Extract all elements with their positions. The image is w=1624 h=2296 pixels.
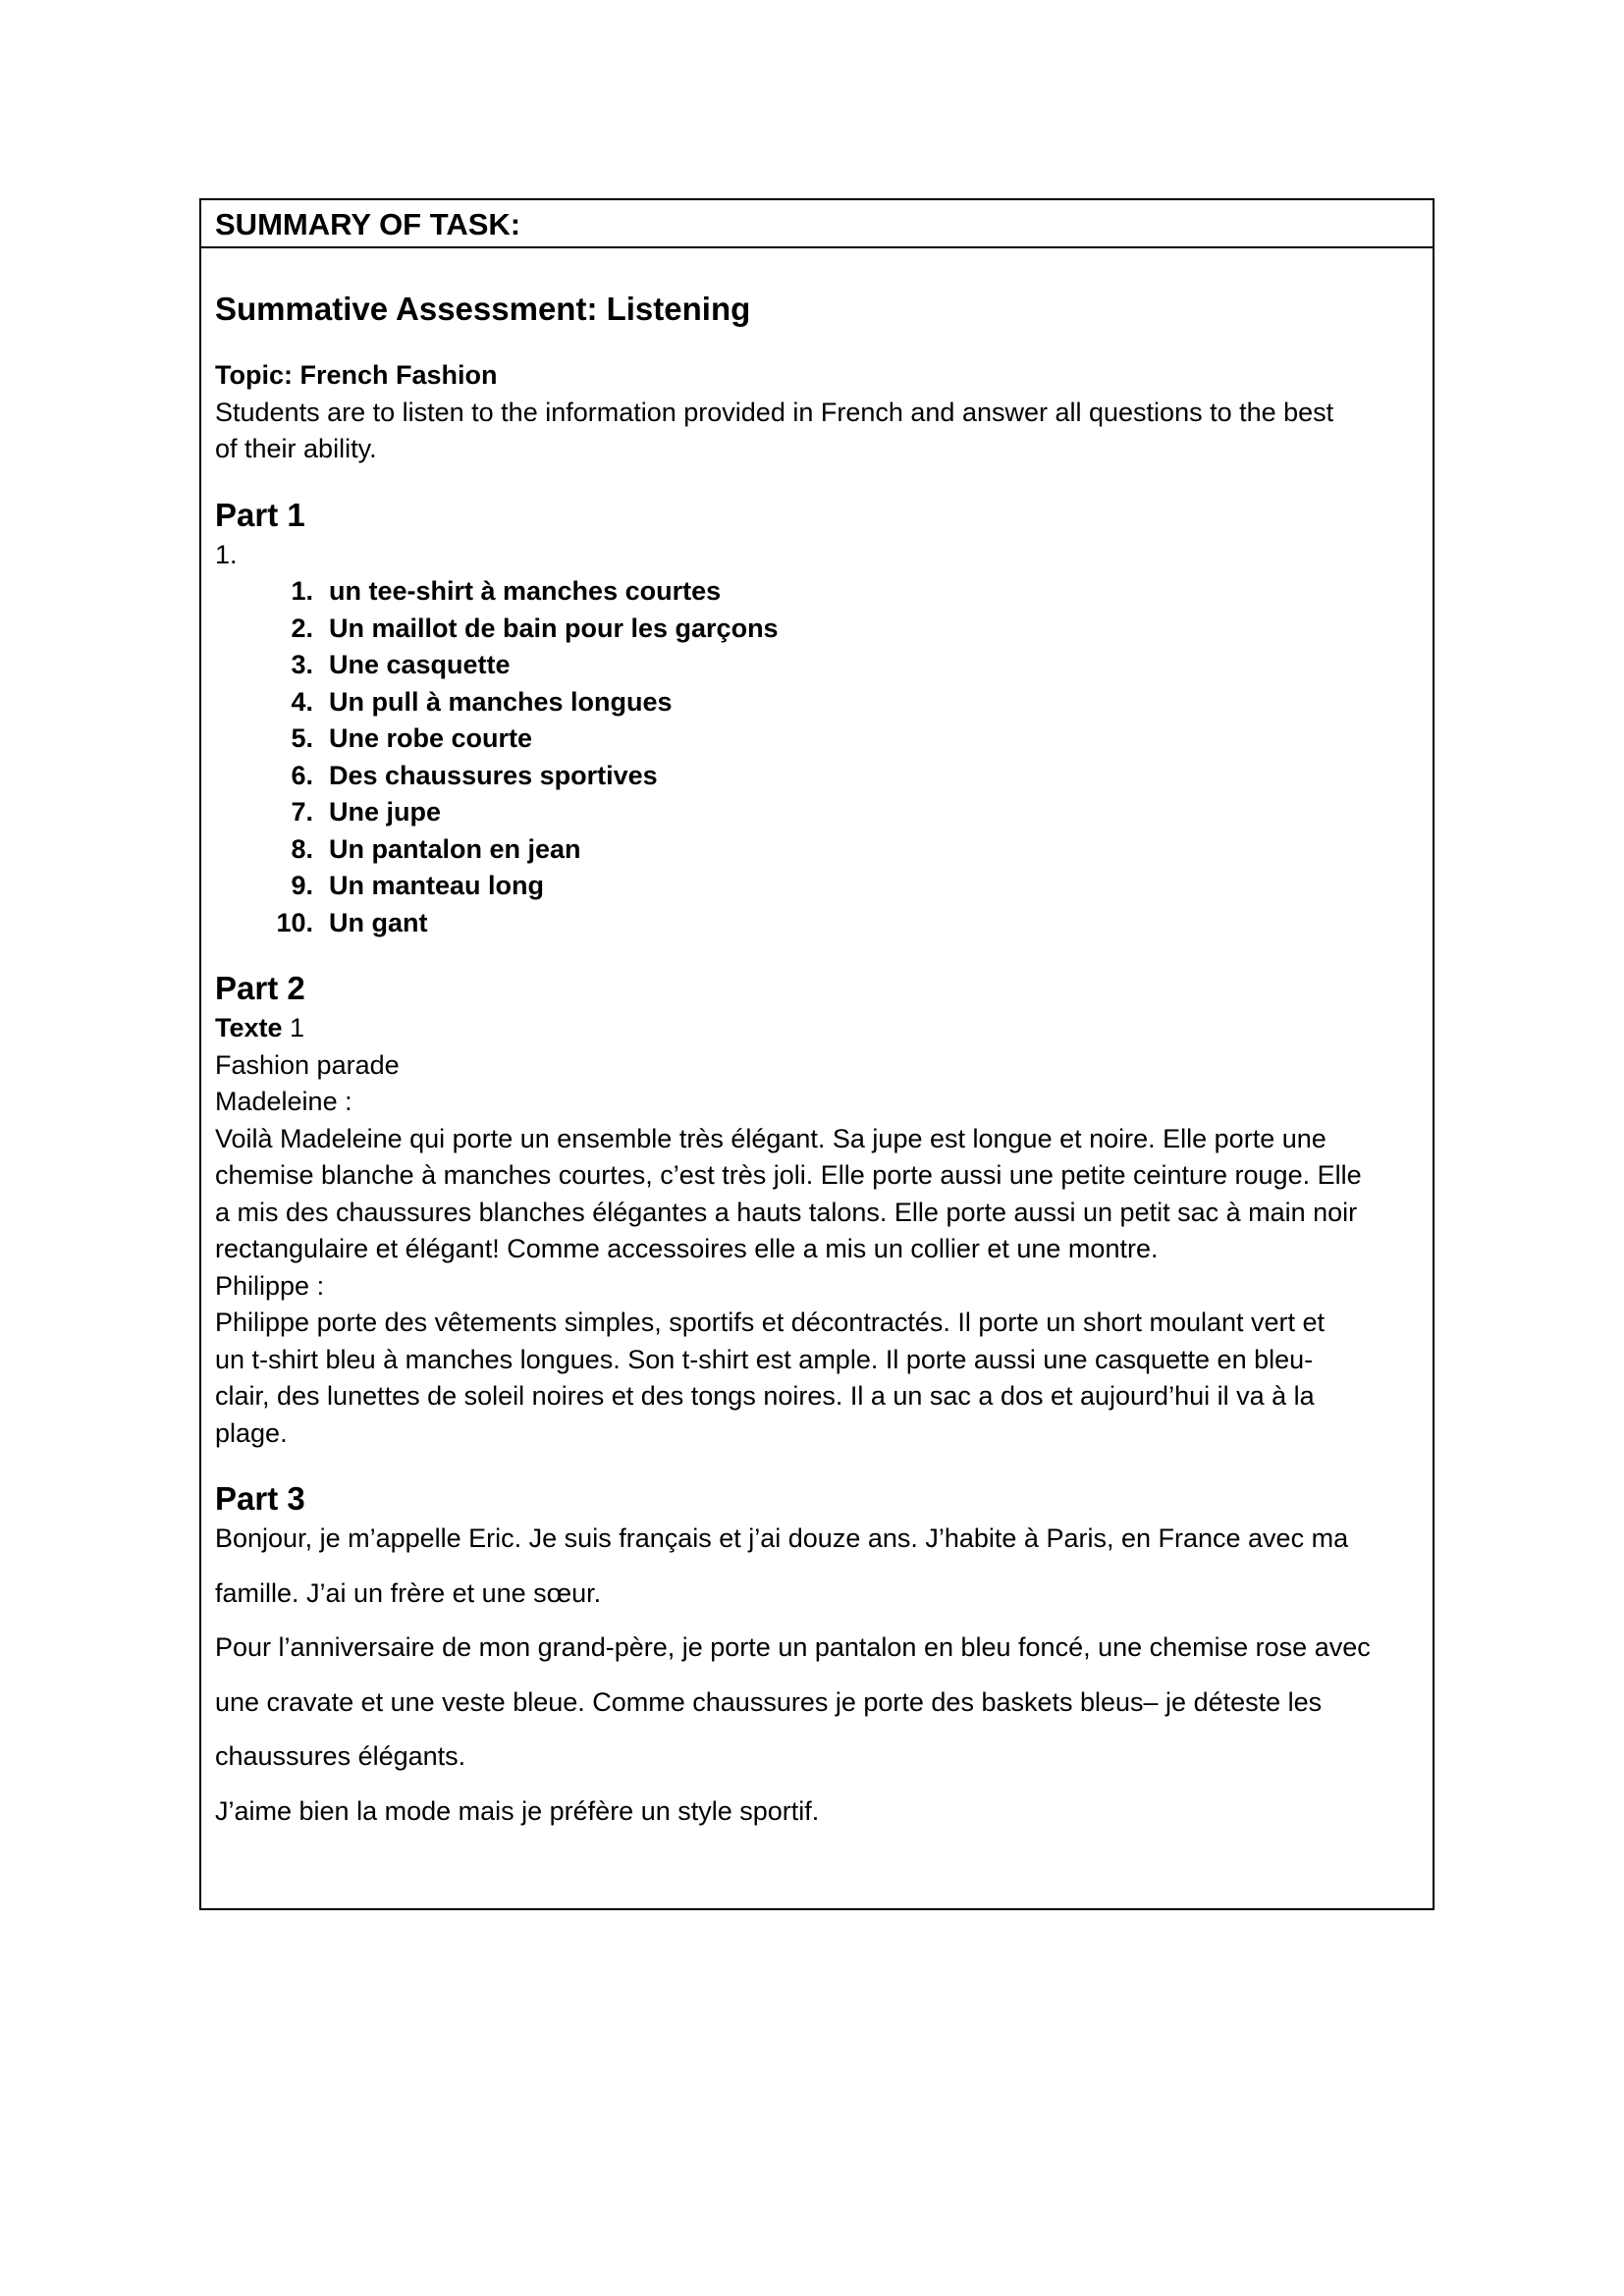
list-item (264, 721, 1419, 758)
philippe-line: un t-shirt bleu à manches longues. Son t-shirt est ample. Il porte aussi une casquette en bleu- (215, 1344, 1314, 1374)
part3-line: chaussures élégants. (215, 1741, 466, 1771)
list-item-number: 3. (291, 650, 313, 679)
texte-number: 1 (282, 1013, 305, 1042)
philippe-label: Philippe : (215, 1270, 325, 1301)
part3-line: Bonjour, je m’appelle Eric. Je suis français et j’ai douze ans. J’habite à Paris, en France avec ma (215, 1523, 1349, 1553)
list-item (264, 794, 1419, 831)
list-item-text: Un pantalon en jean (329, 833, 581, 864)
part2-heading: Part 2 (215, 970, 305, 1006)
texte-label-line (215, 1010, 1419, 1047)
philippe-line: Philippe porte des vêtements simples, sportifs et décontractés. Il porte un short moulant vert et (215, 1308, 1326, 1337)
part3-line: J’aime bien la mode mais je préfère un style sportif. (215, 1795, 820, 1826)
list-item-number: 9. (291, 871, 313, 900)
list-item-text: Des chaussures sportives (329, 760, 658, 790)
list-item-number: 7. (291, 797, 313, 827)
list-item-number: 4. (291, 686, 313, 717)
instructions-line-2: of their ability. (215, 434, 377, 463)
list-item-text: Un manteau long (329, 871, 545, 900)
list-item (264, 758, 1419, 795)
list-item (264, 647, 1419, 684)
list-item-number: 1. (291, 576, 313, 606)
list-item (264, 611, 1419, 648)
part1-item-list (215, 573, 1419, 941)
list-item (264, 573, 1419, 611)
list-item (264, 684, 1419, 721)
philippe-line: plage. (215, 1417, 288, 1448)
part3-line: une cravate et une veste bleue. Comme chaussures je porte des baskets bleus– je déteste les (215, 1686, 1323, 1717)
list-item-text: Un gant (329, 907, 428, 937)
part3-line: Pour l’anniversaire de mon grand-père, je porte un pantalon en bleu foncé, une chemise rose avec (215, 1632, 1371, 1662)
madeleine-line: chemise blanche à manches courtes, c’est très joli. Elle porte aussi une petite ceinture rouge. Elle (215, 1160, 1362, 1190)
list-item-text: Une robe courte (329, 723, 533, 753)
madeleine-line: Voilà Madeleine qui porte un ensemble très élégant. Sa jupe est longue et noire. Elle porte une (215, 1123, 1326, 1153)
list-item-text: Un pull à manches longues (329, 686, 673, 717)
list-item-text: un tee-shirt à manches courtes (329, 576, 722, 606)
philippe-line: clair, des lunettes de soleil noires et des tongs noires. Il a un sac a dos et aujourd’hui il va à la (215, 1381, 1315, 1411)
list-item-number: 5. (291, 723, 313, 753)
list-item-text: Une jupe (329, 797, 442, 827)
part3-line: famille. J’ai un frère et une sœur. (215, 1577, 602, 1608)
assessment-title: Summative Assessment: Listening (215, 291, 751, 327)
list-item-number: 10. (276, 907, 313, 937)
table-body (201, 288, 1433, 1830)
instructions-line-1: Students are to listen to the information provided in French and answer all questions to the best (215, 397, 1334, 427)
list-item (264, 905, 1419, 942)
madeleine-label: Madeleine : (215, 1087, 352, 1116)
part1-question-number: 1. (215, 539, 238, 569)
topic-label: Topic: French Fashion (215, 360, 498, 390)
texte-label: Texte (215, 1013, 283, 1042)
part1-heading: Part 1 (215, 496, 305, 533)
list-item (264, 868, 1419, 905)
table-header: SUMMARY OF TASK: (201, 200, 1433, 248)
list-item-text: Un maillot de bain pour les garçons (329, 613, 779, 643)
list-item-number: 8. (291, 833, 313, 864)
list-item-text: Une casquette (329, 650, 511, 679)
part3-heading: Part 3 (215, 1480, 305, 1517)
summary-task-table (199, 198, 1435, 1910)
list-item (264, 831, 1419, 869)
part2-subtitle: Fashion parade (215, 1049, 400, 1080)
list-item-number: 2. (291, 613, 313, 643)
madeleine-line: rectangulaire et élégant! Comme accessoires elle a mis un collier et une montre. (215, 1234, 1159, 1263)
madeleine-line: a mis des chaussures blanches élégantes a hauts talons. Elle porte aussi un petit sac à main noir (215, 1197, 1358, 1227)
list-item-number: 6. (291, 760, 313, 790)
